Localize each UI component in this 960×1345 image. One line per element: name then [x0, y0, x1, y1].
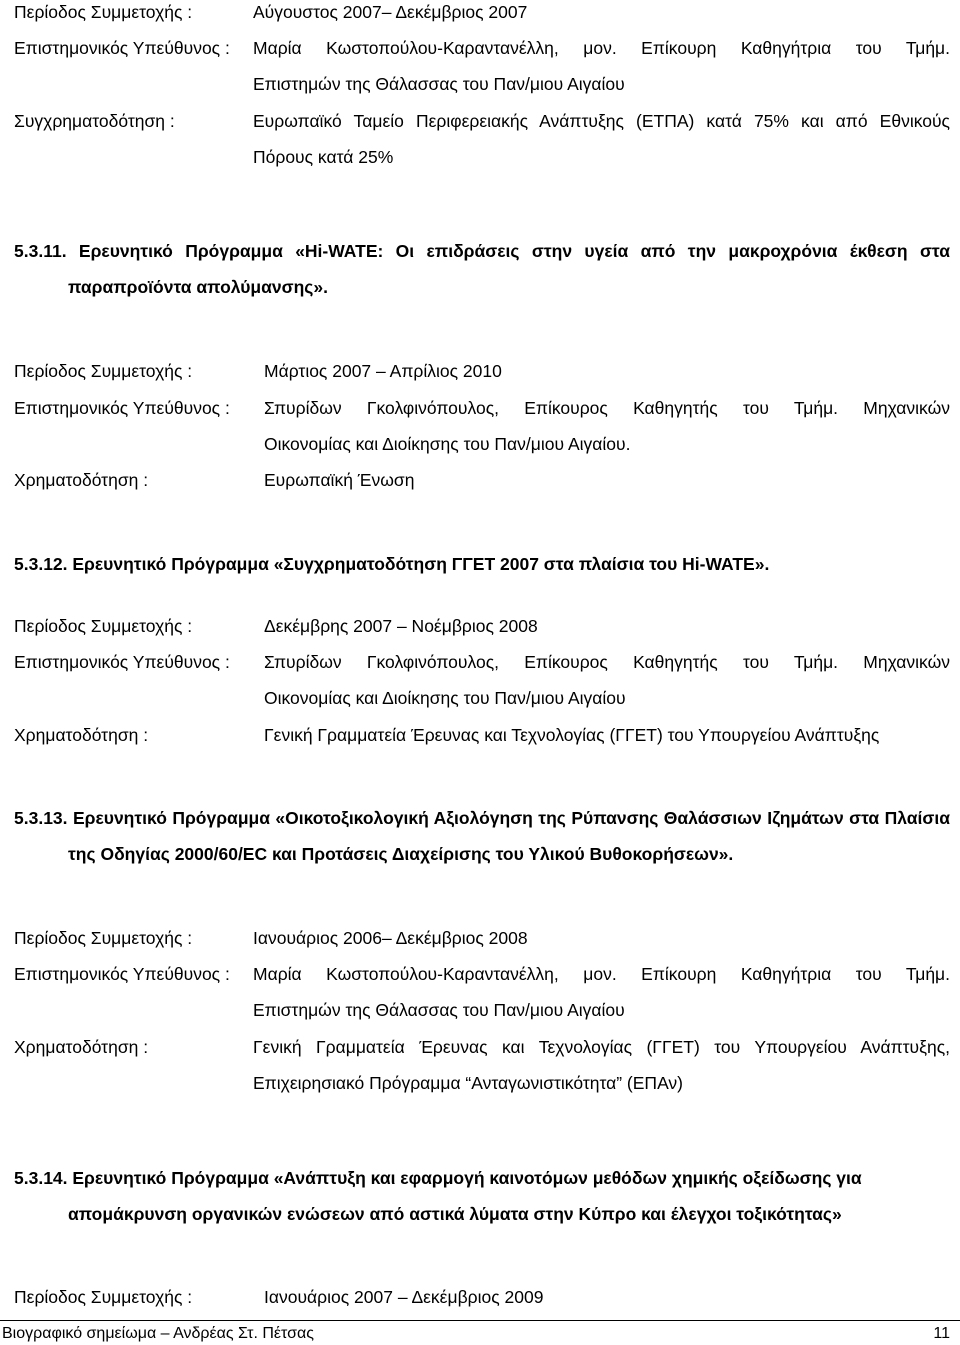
responsible-value-cont: Επιστημών της Θάλασσας του Παν/μιου Αιγαίου	[253, 1000, 625, 1020]
funding-label: Χρηματοδότηση :	[14, 470, 149, 490]
section-heading-5-3-13	[14, 806, 950, 866]
period-label: Περίοδος Συμμετοχής :	[14, 2, 193, 22]
period-value: Αύγουστος 2007– Δεκέμβριος 2007	[253, 2, 528, 22]
footer-title: Βιογραφικό σημείωμα – Ανδρέας Στ. Πέτσας	[2, 1325, 314, 1342]
cofunding-value-cont: Πόρους κατά 25%	[253, 147, 394, 167]
period-label: Περίοδος Συμμετοχής :	[14, 361, 193, 381]
responsible-label: Επιστημονικός Υπεύθυνος :	[14, 964, 230, 984]
section-heading-line: 5.3.12. Ερευνητικό Πρόγραμμα «Συγχρηματοδότηση ΓΓΕΤ 2007 στα πλαίσια του Hi-WATE».	[14, 554, 770, 574]
period-label: Περίοδος Συμμετοχής :	[14, 1287, 193, 1307]
responsible-value: Μαρία Κωστοπούλου-Καραντανέλλη, μον. Επίκουρη Καθηγήτρια του Τμήμ.	[253, 964, 950, 984]
funding-label: Χρηματοδότηση :	[14, 1037, 149, 1057]
footer-divider	[0, 1320, 960, 1321]
responsible-value: Σπυρίδων Γκολφινόπουλος, Επίκουρος Καθηγητής του Τμήμ. Μηχανικών	[264, 398, 950, 418]
period-value: Δεκέμβρης 2007 – Νοέμβριος 2008	[264, 616, 538, 636]
funding-value: Ευρωπαϊκή Ένωση	[264, 470, 415, 490]
period-value: Ιανουάριος 2006– Δεκέμβριος 2008	[253, 928, 528, 948]
section-heading-5-3-12	[14, 552, 950, 576]
funding-value-cont: Επιχειρησιακό Πρόγραμμα “Ανταγωνιστικότητα” (ΕΠΑν)	[253, 1073, 684, 1093]
period-value: Ιανουάριος 2007 – Δεκέμβριος 2009	[264, 1287, 544, 1307]
period-label: Περίοδος Συμμετοχής :	[14, 928, 193, 948]
section-heading-line: παραπροϊόντα απολύμανσης».	[68, 277, 328, 297]
responsible-value-cont: Επιστημών της Θάλασσας του Παν/μιου Αιγαίου	[253, 74, 625, 94]
responsible-label: Επιστημονικός Υπεύθυνος :	[14, 398, 230, 418]
period-label: Περίοδος Συμμετοχής :	[14, 616, 193, 636]
section-heading-line: 5.3.13. Ερευνητικό Πρόγραμμα «Οικοτοξικολογική Αξιολόγηση της Ρύπανσης Θαλάσσιων Ιζημάτων στα Πλαίσια	[14, 808, 950, 828]
responsible-value: Μαρία Κωστοπούλου-Καραντανέλλη, μον. Επίκουρη Καθηγήτρια του Τμήμ.	[253, 38, 950, 58]
section-heading-line: 5.3.11. Ερευνητικό Πρόγραμμα «Hi-WATE: Οι επιδράσεις στην υγεία από την μακροχρόνια έκθεση στα	[14, 241, 950, 261]
cofunding-value: Ευρωπαϊκό Ταμείο Περιφερειακής Ανάπτυξης (ΕΤΠΑ) κατά 75% και από Εθνικούς	[253, 111, 950, 131]
responsible-value-cont: Οικονομίας και Διοίκησης του Παν/μιου Αιγαίου	[264, 688, 626, 708]
section-heading-line: 5.3.14. Ερευνητικό Πρόγραμμα «Ανάπτυξη και εφαρμογή καινοτόμων μεθόδων χημικής οξείδωσης για	[14, 1168, 862, 1188]
responsible-label: Επιστημονικός Υπεύθυνος :	[14, 652, 230, 672]
responsible-value-cont: Οικονομίας και Διοίκησης του Παν/μιου Αιγαίου.	[264, 434, 631, 454]
cofunding-label: Συγχρηματοδότηση :	[14, 111, 175, 131]
responsible-value: Σπυρίδων Γκολφινόπουλος, Επίκουρος Καθηγητής του Τμήμ. Μηχανικών	[264, 652, 950, 672]
funding-value: Γενική Γραμματεία Έρευνας και Τεχνολογίας (ΓΓΕΤ) του Υπουργείου Ανάπτυξης	[264, 725, 880, 745]
funding-value: Γενική Γραμματεία Έρευνας και Τεχνολογίας (ΓΓΕΤ) του Υπουργείου Ανάπτυξης,	[253, 1037, 950, 1057]
section-heading-5-3-14	[14, 1166, 950, 1226]
section-heading-5-3-11	[14, 239, 950, 299]
section-heading-line: της Οδηγίας 2000/60/ΕC και Προτάσεις Διαχείρισης του Υλικού Βυθοκορήσεων».	[68, 844, 734, 864]
responsible-label: Επιστημονικός Υπεύθυνος :	[14, 38, 230, 58]
page-number: 11	[933, 1325, 950, 1342]
funding-label: Χρηματοδότηση :	[14, 725, 149, 745]
period-value: Μάρτιος 2007 – Απρίλιος 2010	[264, 361, 502, 381]
section-heading-line: απομάκρυνση οργανικών ενώσεων από αστικά λύματα στην Κύπρο και έλεγχοι τοξικότητας»	[68, 1204, 842, 1224]
